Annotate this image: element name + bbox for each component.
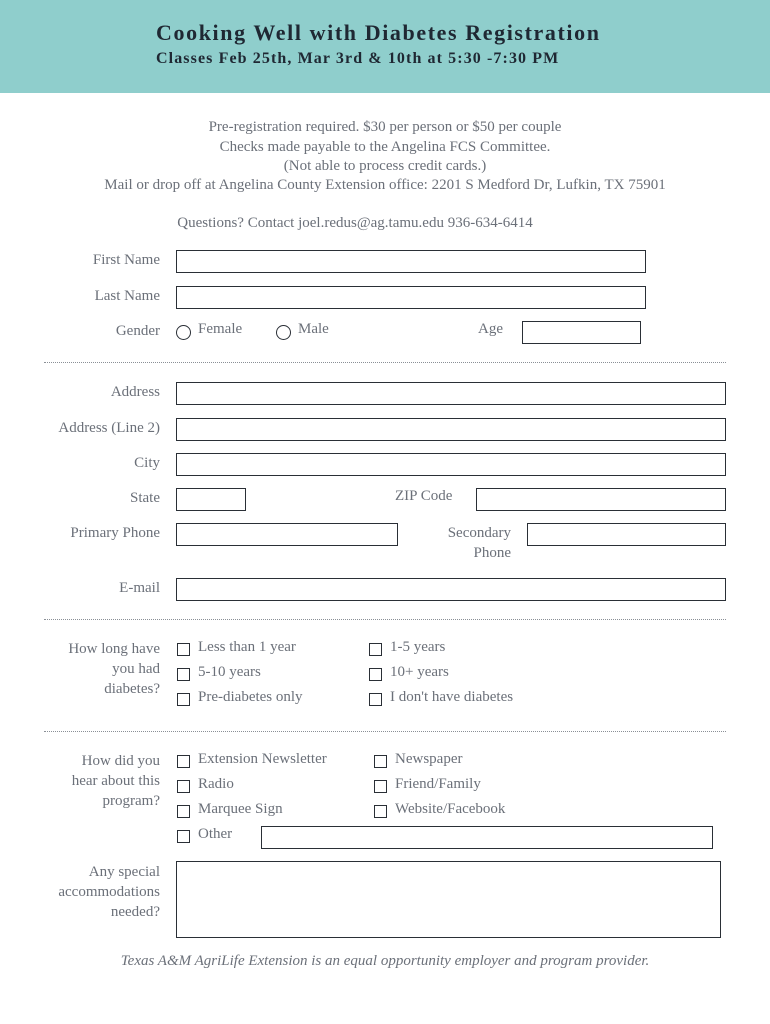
section-divider (44, 731, 726, 732)
accom-label-line-2: accommodations (58, 884, 160, 900)
hear-label-line-3: program? (102, 793, 160, 809)
hear-newspaper-checkbox[interactable] (374, 755, 387, 768)
diabetes-label-line-1: How long have (68, 641, 160, 657)
first-name-field[interactable] (176, 250, 646, 273)
gender-label: Gender (115, 323, 160, 339)
zip-label: ZIP Code (395, 488, 453, 504)
state-field[interactable] (176, 488, 246, 511)
hear-marquee-sign-checkbox[interactable] (177, 805, 190, 818)
gender-male-label: Male (298, 321, 329, 337)
email-field[interactable] (176, 578, 726, 601)
first-name-label: First Name (92, 252, 160, 268)
hear-option-label: Extension Newsletter (198, 751, 327, 767)
hear-about-label (72, 751, 160, 811)
hear-option-label: Marquee Sign (198, 801, 283, 817)
hear-friend-family-checkbox[interactable] (374, 780, 387, 793)
info-line-4: Mail or drop off at Angelina County Extension office: 2201 S Medford Dr, Lufkin, TX 75901 (104, 177, 666, 193)
diabetes-10-plus-years-checkbox[interactable] (369, 668, 382, 681)
hear-newsletter-checkbox[interactable] (177, 755, 190, 768)
address2-field[interactable] (176, 418, 726, 441)
gender-female-label: Female (198, 321, 243, 337)
diabetes-option-label: 1-5 years (390, 639, 446, 655)
city-label: City (134, 455, 160, 471)
age-field[interactable] (522, 321, 641, 344)
page-title: Cooking Well with Diabetes Registration (156, 20, 601, 45)
diabetes-duration-label (68, 639, 160, 699)
info-line-2: Checks made payable to the Angelina FCS Committee. (219, 139, 551, 155)
secondary-phone-label-line-2: Phone (473, 545, 511, 561)
address-label: Address (110, 384, 160, 400)
footer-note: Texas A&M AgriLife Extension is an equal opportunity employer and program provider. (120, 953, 650, 969)
diabetes-1-5-years-checkbox[interactable] (369, 643, 382, 656)
gender-male-radio[interactable] (276, 325, 291, 340)
age-label: Age (478, 321, 503, 337)
diabetes-5-10-years-checkbox[interactable] (177, 668, 190, 681)
secondary-phone-field[interactable] (527, 523, 726, 546)
primary-phone-label: Primary Phone (70, 525, 160, 541)
diabetes-label-line-2: you had (112, 661, 160, 677)
section-divider (44, 362, 726, 363)
hear-option-label: Other (198, 826, 233, 842)
gender-female-radio[interactable] (176, 325, 191, 340)
hear-radio-checkbox[interactable] (177, 780, 190, 793)
hear-other-field[interactable] (261, 826, 713, 849)
accommodations-textarea[interactable] (176, 861, 721, 938)
diabetes-none-checkbox[interactable] (369, 693, 382, 706)
accommodations-label (58, 862, 160, 922)
address2-label: Address (Line 2) (58, 420, 160, 436)
hear-option-label: Website/Facebook (395, 801, 506, 817)
page-subtitle: Classes Feb 25th, Mar 3rd & 10th at 5:30 -7:30 PM (156, 50, 560, 67)
hear-option-label: Newspaper (395, 751, 463, 767)
info-line-3: (Not able to process credit cards.) (283, 158, 487, 174)
diabetes-option-label: I don't have diabetes (390, 689, 514, 705)
primary-phone-field[interactable] (176, 523, 398, 546)
hear-option-label: Radio (198, 776, 234, 792)
info-line-1: Pre-registration required. $30 per person or $50 per couple (208, 119, 562, 135)
state-label: State (130, 490, 160, 506)
last-name-label: Last Name (94, 288, 160, 304)
secondary-phone-label (448, 523, 511, 563)
hear-option-label: Friend/Family (395, 776, 481, 792)
zip-field[interactable] (476, 488, 726, 511)
hear-other-checkbox[interactable] (177, 830, 190, 843)
accom-label-line-1: Any special (88, 864, 160, 880)
diabetes-option-label: 10+ years (390, 664, 449, 680)
diabetes-option-label: 5-10 years (198, 664, 261, 680)
section-divider (44, 619, 726, 620)
diabetes-less-than-1-year-checkbox[interactable] (177, 643, 190, 656)
address-field[interactable] (176, 382, 726, 405)
secondary-phone-label-line-1: Secondary (447, 525, 511, 541)
diabetes-pre-diabetes-checkbox[interactable] (177, 693, 190, 706)
diabetes-label-line-3: diabetes? (104, 681, 160, 697)
hear-label-line-2: hear about this (71, 773, 160, 789)
accom-label-line-3: needed? (110, 904, 160, 920)
diabetes-option-label: Less than 1 year (198, 639, 296, 655)
hear-website-facebook-checkbox[interactable] (374, 805, 387, 818)
contact-line: Questions? Contact joel.redus@ag.tamu.edu 936-634-6414 (177, 215, 533, 231)
diabetes-option-label: Pre-diabetes only (198, 689, 303, 705)
last-name-field[interactable] (176, 286, 646, 309)
email-label: E-mail (119, 580, 160, 596)
header-banner (0, 0, 770, 93)
hear-label-line-1: How did you (81, 753, 160, 769)
city-field[interactable] (176, 453, 726, 476)
